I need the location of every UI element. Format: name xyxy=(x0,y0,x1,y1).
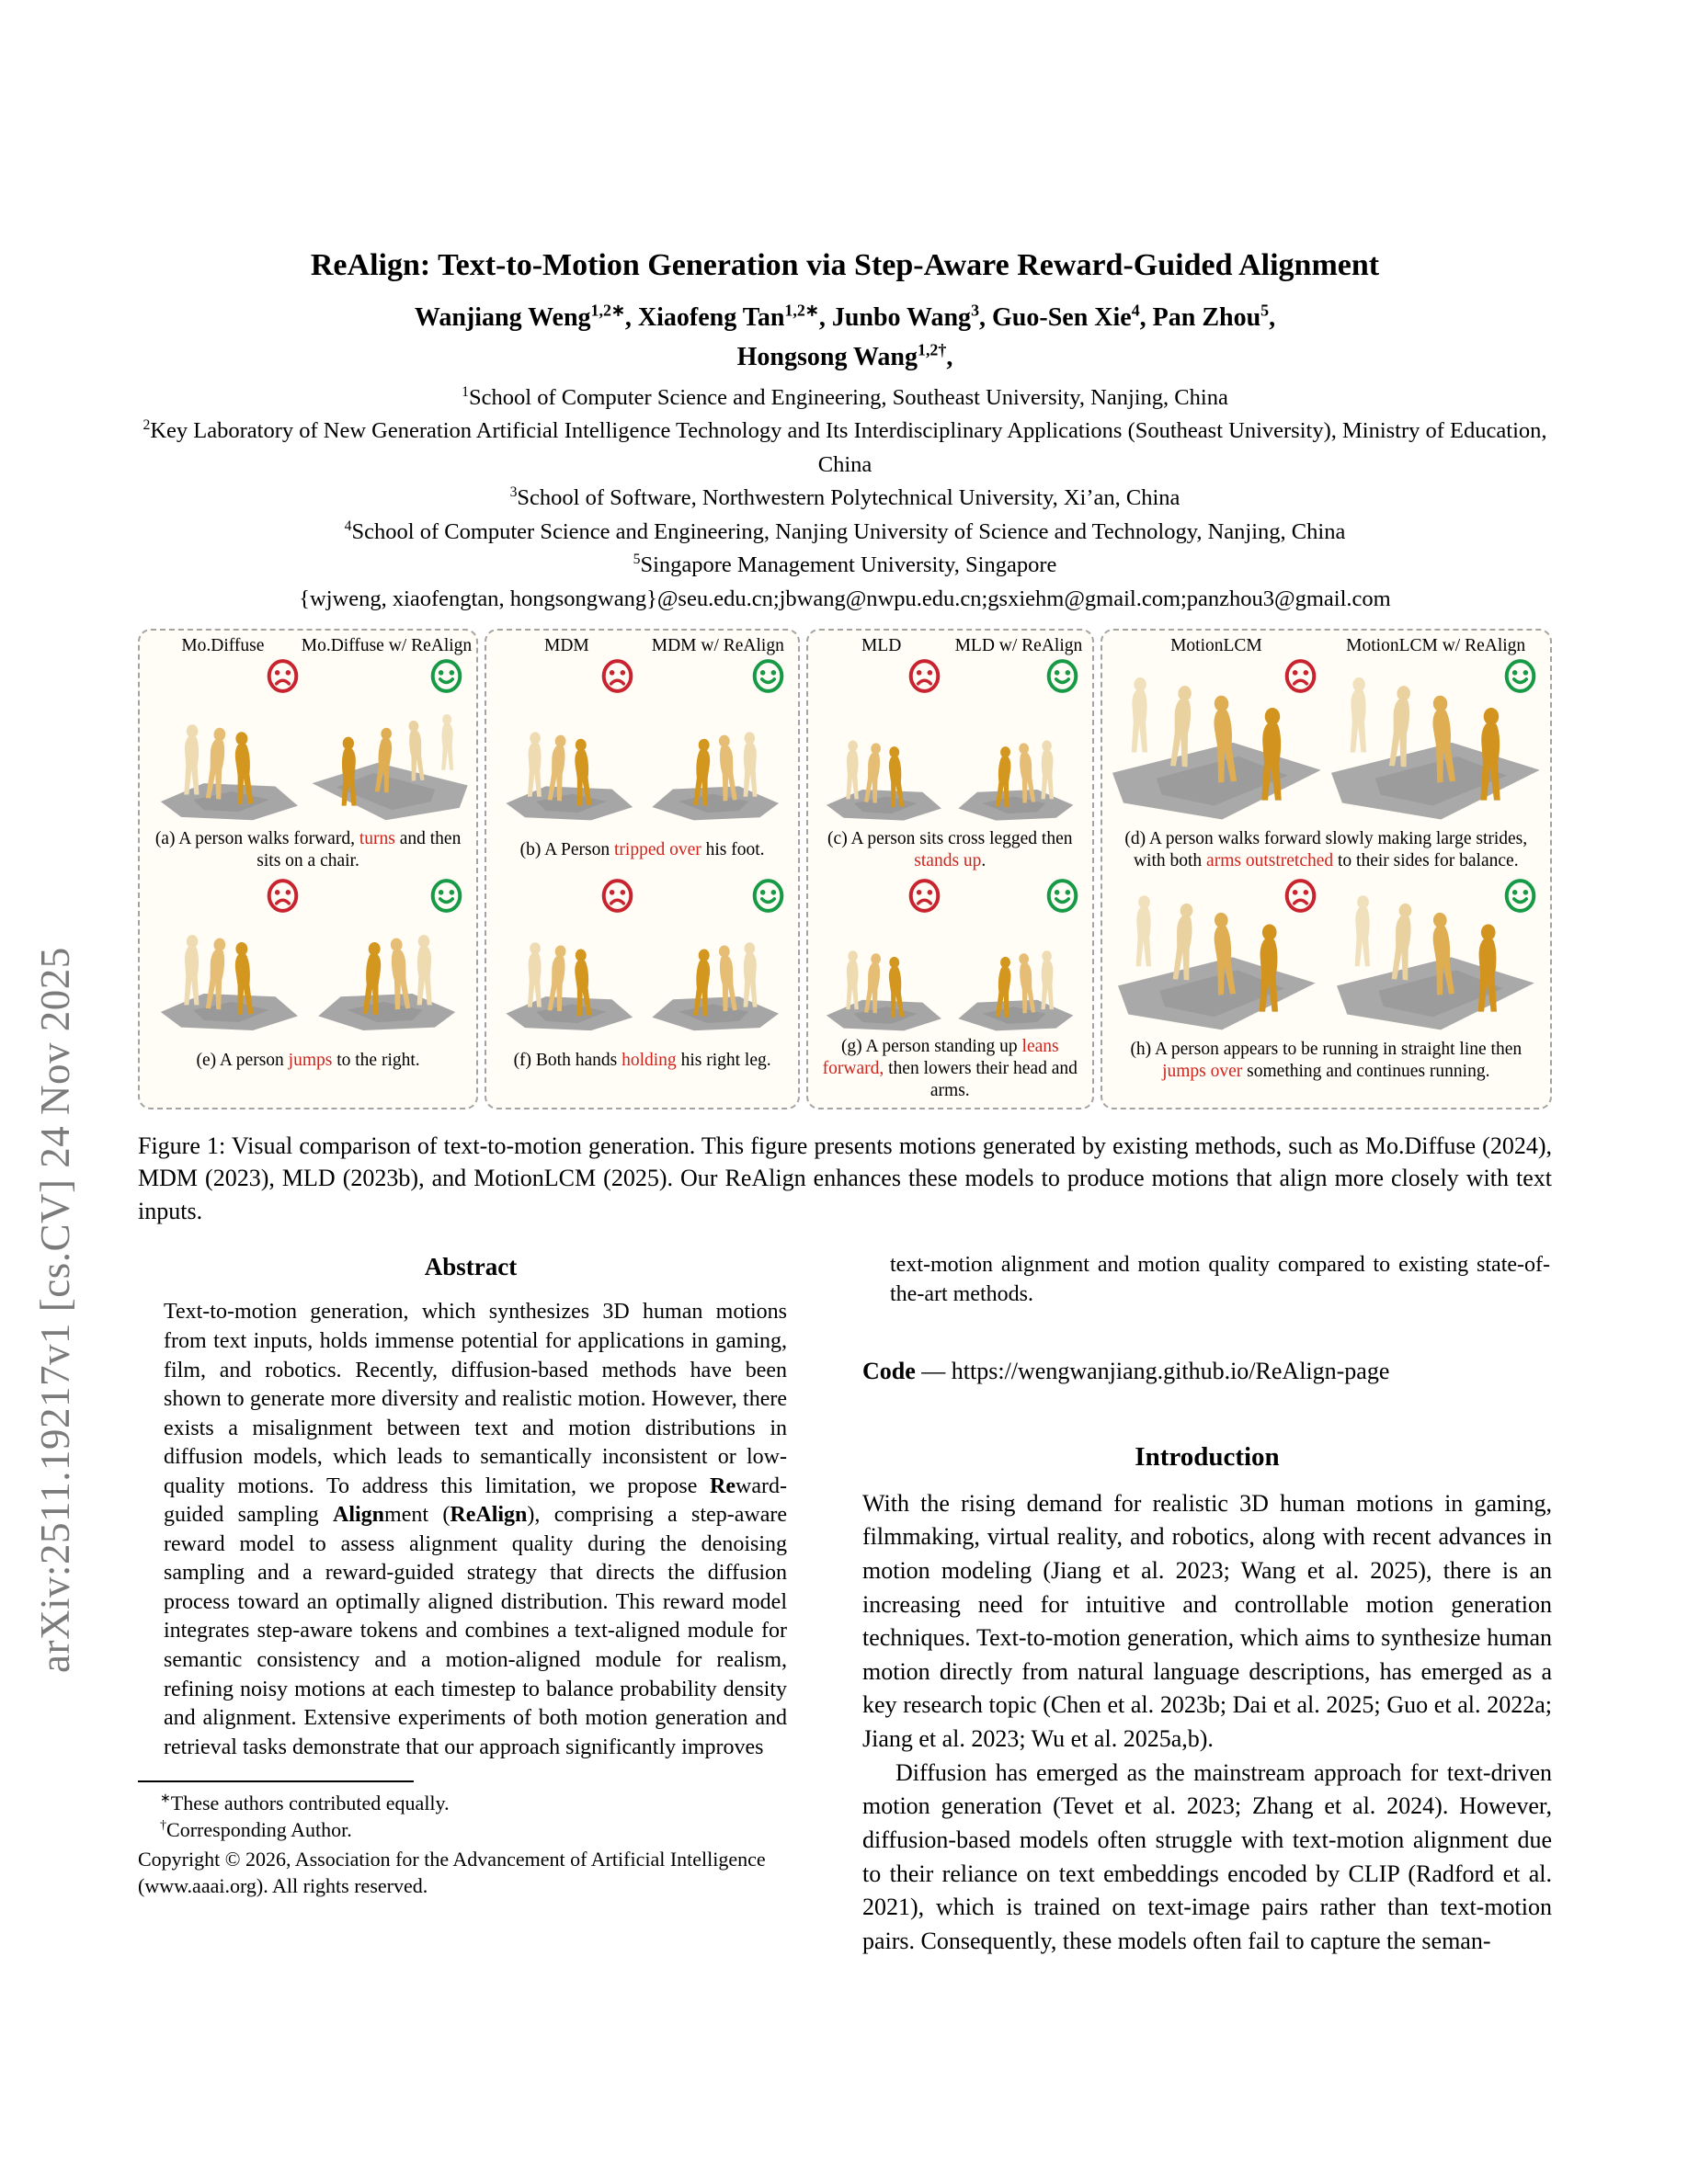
motion-sample-realign xyxy=(643,876,793,1034)
authors-line-1: Wanjiang Weng$^{1,2∗}$, Xiaofeng Tan$^{1,2∗}$, Junbo Wang$^3$, Guo-Sen Xie$^4$, Pan Zhou$^5$, xyxy=(414,301,1276,332)
sad-face-icon xyxy=(600,659,634,693)
figure-panel-mdm xyxy=(485,629,800,1109)
method-label: MotionLCM xyxy=(1170,636,1262,656)
method-realign-label: Mo.Diffuse w/ ReAlign xyxy=(301,636,473,656)
affiliation-5: $^5$Singapore Management University, Singapore xyxy=(633,552,1057,578)
affiliation-2: $^2$Key Laboratory of New Generation Artificial Intelligence Technology and Its Interdisciplinary Applications (Southeast University), Ministry of Education, China xyxy=(143,417,1547,477)
authors-block xyxy=(138,298,1552,378)
happy-face-icon xyxy=(1503,879,1537,913)
motion-sample-baseline xyxy=(1107,876,1327,1034)
motion-sample-baseline xyxy=(813,656,950,824)
sad-face-icon xyxy=(600,879,634,913)
left-column xyxy=(138,1247,804,1958)
method-realign-label: MDM w/ ReAlign xyxy=(651,636,784,656)
motion-sample-baseline xyxy=(1107,656,1327,824)
affiliation-1: $^1$School of Computer Science and Engineering, Southeast University, Nanjing, China xyxy=(462,383,1228,410)
motion-sample-baseline xyxy=(144,656,308,824)
motion-sample-realign xyxy=(1326,876,1545,1034)
motion-sample-realign xyxy=(308,656,472,824)
method-label: MLD xyxy=(861,636,902,656)
sad-face-icon xyxy=(1283,879,1317,913)
authors-line-2: Hongsong Wang$^{1,2\dagger}$, xyxy=(736,341,953,372)
happy-face-icon xyxy=(1045,659,1079,693)
scene-caption-f: (f) Both hands holding his right leg. xyxy=(513,1050,771,1070)
footnote-equal-contribution: ∗These authors contributed equally. xyxy=(160,1791,450,1815)
right-column xyxy=(862,1247,1552,1958)
motion-sample-realign xyxy=(950,876,1087,1034)
method-realign-label: MLD w/ ReAlign xyxy=(954,636,1083,656)
arxiv-watermark: arXiv:2511.19217v1 [cs.CV] 24 Nov 2025 xyxy=(32,947,78,1673)
motion-sample-realign xyxy=(643,656,793,824)
sad-face-icon xyxy=(266,879,300,913)
scene-caption-d: (d) A person walks forward slowly making large strides, with both arms outstretched to their sides for balance. xyxy=(1124,829,1528,870)
scene-caption-g: (g) A person standing up leans forward, then lowers their head and arms. xyxy=(822,1037,1078,1100)
figure-caption: Figure 1: Visual comparison of text-to-motion generation. This figure presents motions generated by existing methods, such as Mo.Diffuse (2024), MDM (2023), MLD (2023b), and MotionLCM (2025). Our ReAlign enhances these models to produce motions that align more closely with text inputs. xyxy=(138,1132,1552,1224)
code-label: Code xyxy=(862,1357,916,1384)
sad-face-icon xyxy=(1283,659,1317,693)
introduction-heading: Introduction xyxy=(1135,1441,1280,1472)
scene-caption-e: (e) A person jumps to the right. xyxy=(196,1050,420,1070)
motion-sample-baseline xyxy=(491,656,642,824)
footnote-rule xyxy=(138,1780,414,1782)
email-line: {wjweng, xiaofengtan, hongsongwang}@seu.edu.cn;jbwang@nwpu.edu.cn;gsxiehm@gmail.com;panzhou3@gmail.com xyxy=(299,586,1391,611)
happy-face-icon xyxy=(751,659,785,693)
figure-panel-motionlcm xyxy=(1101,629,1552,1109)
abstract-heading: Abstract xyxy=(424,1253,518,1281)
intro-paragraph-2: Diffusion has emerged as the mainstream approach for text-driven motion generation (Tevet et al. 2023; Zhang et al. 2024). However, diffusion-based models often struggle with text-motion alignment due to their reliance on text embeddings encoded by CLIP (Radford et al. 2021), which is trained on text-image pairs rather than text-motion pairs. Consequently, these models often fail to capture the seman- xyxy=(862,1758,1552,1955)
intro-paragraph-1: With the rising demand for realistic 3D human motions in gaming, filmmaking, virtual reality, and robotics, along with recent advances in motion modeling (Jiang et al. 2023; Wang et al. 2025), there is an increasing need for intuitive and controllable motion generation techniques. Text-to-motion generation, which aims to synthesize human motion directly from natural language descriptions, has emerged as a key research topic (Chen et al. 2023b; Dai et al. 2025; Guo et al. 2022a; Jiang et al. 2023; Wu et al. 2025a,b). xyxy=(862,1489,1552,1753)
code-line xyxy=(862,1358,1552,1385)
affiliation-4: $^4$School of Computer Science and Engineering, Nanjing University of Science and Technology, Nanjing, China xyxy=(344,518,1346,544)
happy-face-icon xyxy=(429,879,463,913)
motion-sample-baseline xyxy=(144,876,308,1034)
figure-panel-mld xyxy=(806,629,1094,1109)
code-dash: — xyxy=(915,1357,952,1384)
sad-face-icon xyxy=(907,659,941,693)
affiliations-block xyxy=(138,381,1552,617)
motion-sample-realign xyxy=(308,876,472,1034)
motion-sample-realign xyxy=(1326,656,1545,824)
method-label: MDM xyxy=(543,636,589,656)
abstract-body: Text-to-motion generation, which synthesizes 3D human motions from text inputs, holds immense potential for applications in gaming, film, and robotics. Recently, diffusion-based methods have been shown to generate more diversity and realistic motion. However, there exists a misalignment between text and motion distributions in diffusion models, which leads to semantically inconsistent or low-quality motions. To address this limitation, we propose Reward-guided sampling Alignment (ReAlign), comprising a step-aware reward model to assess alignment quality during the denoising sampling and a reward-guided strategy that directs the diffusion process toward an optimally aligned distribution. This reward model integrates step-aware tokens and combines a text-aligned module for semantic consistency and a motion-aligned module for realism, refining noisy motions at each timestep to balance probability density and alignment. Extensive experiments of both motion generation and retrieval tasks demonstrate that our approach significantly improves xyxy=(164,1300,787,1759)
scene-caption-a: (a) A person walks forward, turns and then sits on a chair. xyxy=(154,829,462,870)
sad-face-icon xyxy=(907,879,941,913)
scene-caption-h: (h) A person appears to be running in straight line then jumps over something and continues running. xyxy=(1130,1040,1523,1081)
happy-face-icon xyxy=(1503,659,1537,693)
abstract-continuation: text-motion alignment and motion quality compared to existing state-of-the-art methods. xyxy=(890,1253,1550,1306)
figure-1 xyxy=(138,629,1552,1109)
scene-caption-c: (c) A person sits cross legged then stands up. xyxy=(827,829,1073,870)
sad-face-icon xyxy=(266,659,300,693)
figure-panel-modiffuse xyxy=(138,629,478,1109)
method-realign-label: MotionLCM w/ ReAlign xyxy=(1346,636,1526,656)
method-label: Mo.Diffuse xyxy=(181,636,265,656)
motion-sample-baseline xyxy=(491,876,642,1034)
copyright-note: Copyright © 2026, Association for the Advancement of Artificial Intelligence (www.aaai.org). All rights reserved. xyxy=(138,1847,766,1897)
happy-face-icon xyxy=(751,879,785,913)
motion-sample-realign xyxy=(950,656,1087,824)
paper-title: ReAlign: Text-to-Motion Generation via Step-Aware Reward-Guided Alignment xyxy=(310,248,1380,282)
motion-sample-baseline xyxy=(813,876,950,1034)
happy-face-icon xyxy=(429,659,463,693)
footnote-corresponding-author: †Corresponding Author. xyxy=(160,1818,352,1842)
happy-face-icon xyxy=(1045,879,1079,913)
code-url-link[interactable]: https://wengwanjiang.github.io/ReAlign-page xyxy=(951,1357,1390,1384)
affiliation-3: $^3$School of Software, Northwestern Polytechnical University, Xi’an, China xyxy=(509,484,1180,511)
footnote-block xyxy=(138,1780,804,1899)
scene-caption-b: (b) A Person tripped over his foot. xyxy=(519,839,765,859)
